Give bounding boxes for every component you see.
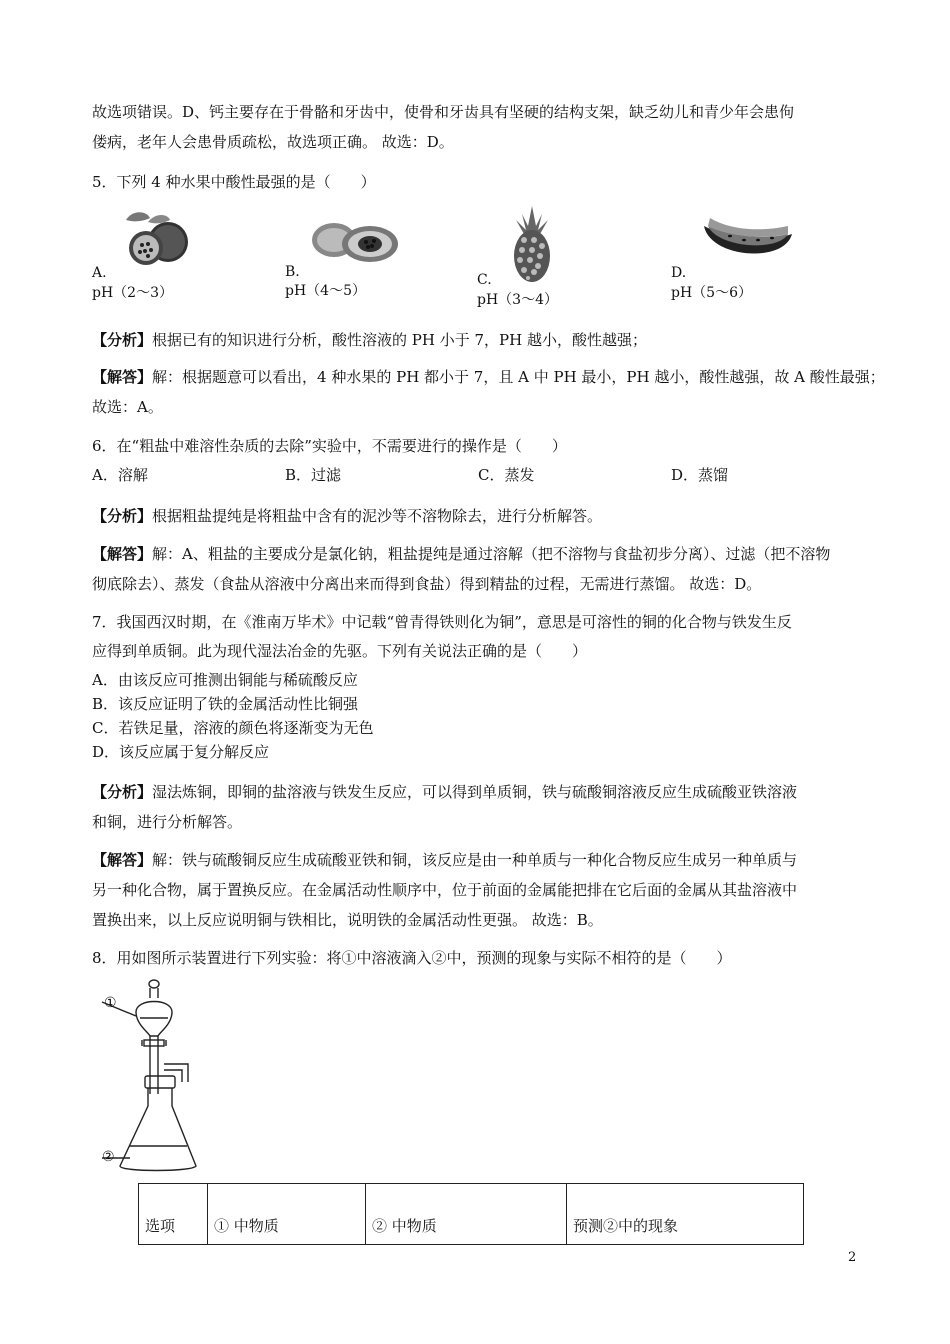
q7-analysis-cont: 和铜，进行分析解答。 <box>92 813 243 831</box>
q6-analysis <box>92 506 602 526</box>
choice-c-letter: C. <box>477 272 492 288</box>
question-7: 7．我国西汉时期，在《淮南万毕术》中记载“曾青得铁则化为铜”，意思是可溶性的铜的化合物与铁发生反 <box>92 613 792 631</box>
q5-answer-cont: 故选：A。 <box>92 398 163 416</box>
q6-answer <box>92 544 830 564</box>
choice-b-letter: B. <box>285 264 300 280</box>
question-5: 5．下列 4 种水果中酸性最强的是（ ） <box>92 173 376 191</box>
table-header-cell: 选项 <box>139 1184 208 1245</box>
analysis-text: 根据粗盐提纯是将粗盐中含有的泥沙等不溶物除去，进行分析解答。 <box>152 507 603 525</box>
question-8: 8．用如图所示装置进行下列实验：将①中溶液滴入②中，预测的现象与实际不相符的是（ ） <box>92 949 732 967</box>
choice-d-letter: D. <box>671 265 687 281</box>
q7-option-d: D．该反应属于复分解反应 <box>92 743 270 761</box>
text-line: 偻病，老年人会患骨质疏松，故选项正确。 故选：D。 <box>92 133 454 151</box>
q6-choice-a: A．溶解 <box>92 466 148 484</box>
answer-text: 解：根据题意可以看出，4 种水果的 PH 都小于 7，且 A 中 PH 最小，PH 越小，酸性越强，故 A 酸性最强； <box>152 368 885 386</box>
q6-choice-d: D．蒸馏 <box>671 466 729 484</box>
analysis-tag: 【分析】 <box>92 783 153 801</box>
watermelon-image <box>700 212 796 268</box>
answer-text: 解：A、粗盐的主要成分是氯化钠，粗盐提纯是通过溶解（把不溶物与食盐初步分离）、过滤（把不溶物 <box>152 545 831 563</box>
choice-c-ph: pH（3～4） <box>477 292 558 308</box>
q6-choice-b: B．过滤 <box>285 466 342 484</box>
table-header-cell: ① 中物质 <box>208 1184 366 1245</box>
analysis-tag: 【分析】 <box>92 507 153 525</box>
q7-answer-cont2: 置换出来，以上反应说明铜与铁相比，说明铁的金属活动性更强。 故选：B。 <box>92 911 603 929</box>
analysis-tag: 【分析】 <box>92 331 153 349</box>
question-6: 6．在“粗盐中难溶性杂质的去除”实验中，不需要进行的操作是（ ） <box>92 437 567 455</box>
q5-answer <box>92 367 885 387</box>
choice-d-ph: pH（5～6） <box>671 285 752 301</box>
table-header-cell: ② 中物质 <box>366 1184 567 1245</box>
q7-answer <box>92 850 797 870</box>
q7-option-c: C．若铁足量，溶液的颜色将逐渐变为无色 <box>92 719 374 737</box>
analysis-text: 根据已有的知识进行分析，酸性溶液的 PH 小于 7，PH 越小，酸性越强； <box>152 331 647 349</box>
choice-a-ph: pH（2～3） <box>92 285 173 301</box>
answer-tag: 【解答】 <box>92 368 153 386</box>
choice-a-letter: A. <box>92 265 107 281</box>
lab-apparatus-diagram <box>100 976 220 1180</box>
analysis-text: 湿法炼铜，即铜的盐溶液与铁发生反应，可以得到单质铜，铁与硫酸铜溶液反应生成硫酸亚铁溶液 <box>152 783 798 801</box>
answer-text: 解：铁与硫酸铜反应生成硫酸亚铁和铜，该反应是由一种单质与一种化合物反应生成另一种单质与 <box>152 851 798 869</box>
options-table <box>138 1183 804 1245</box>
q7-answer-cont: 另一种化合物，属于置换反应。在金属活动性顺序中，位于前面的金属能把排在它后面的金属从其盐溶液中 <box>92 881 798 899</box>
answer-tag: 【解答】 <box>92 545 153 563</box>
table-header-cell: 预测②中的现象 <box>567 1184 804 1245</box>
answer-tag: 【解答】 <box>92 851 153 869</box>
q7-analysis <box>92 782 797 802</box>
table-header-row <box>139 1184 804 1245</box>
q6-answer-cont: 彻底除去）、蒸发（食盐从溶液中分离出来而得到食盐）得到精盐的过程，无需进行蒸馏。 故选：D。 <box>92 575 762 593</box>
q6-choice-c: C．蒸发 <box>478 466 535 484</box>
question-7-cont: 应得到单质铜。此为现代湿法冶金的先驱。下列有关说法正确的是（ ） <box>92 642 588 660</box>
text-line: 故选项错误。D、钙主要存在于骨骼和牙齿中，使骨和牙齿具有坚硬的结构支架，缺乏幼儿和青少年会患佝 <box>92 103 795 121</box>
q7-option-a: A．由该反应可推测出铜能与稀硫酸反应 <box>92 671 358 689</box>
pineapple-image <box>508 204 556 284</box>
q7-option-b: B．该反应证明了铁的金属活动性比铜强 <box>92 695 359 713</box>
label-1: ① <box>104 995 117 1011</box>
q5-analysis <box>92 330 647 350</box>
page-number: 2 <box>848 1250 857 1265</box>
label-2: ② <box>102 1149 115 1165</box>
papaya-image <box>308 212 400 266</box>
choice-b-ph: pH（4～5） <box>285 283 366 299</box>
passion-fruit-image <box>112 208 192 268</box>
